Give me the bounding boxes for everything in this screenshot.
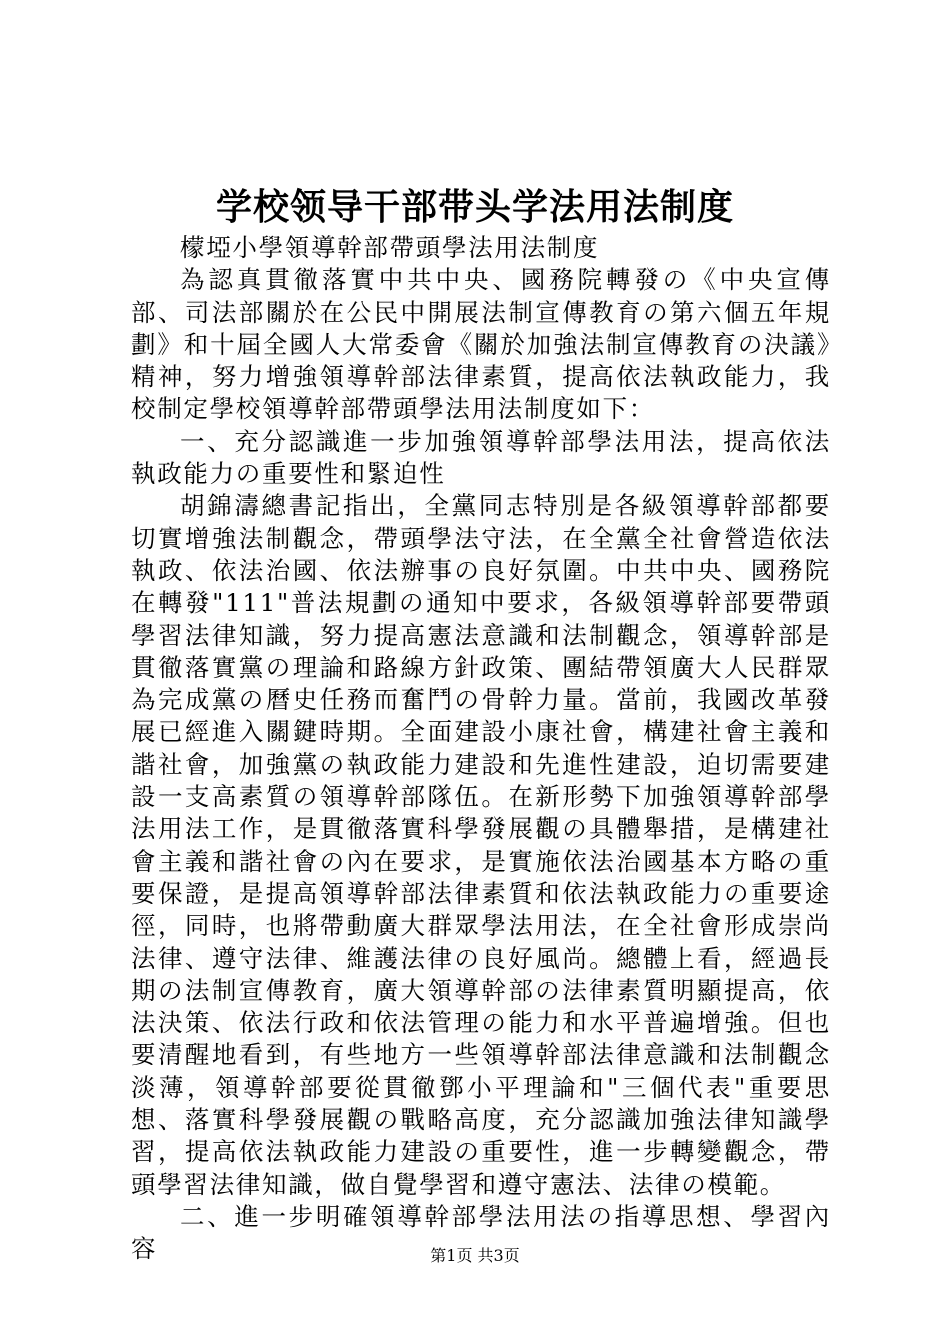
- subtitle-paragraph: 檬埡小學領導幹部帶頭學法用法制度: [180, 233, 600, 262]
- section-heading-2: 二、進一步明確領導幹部學法用法の指導思想、學習內容: [131, 1201, 831, 1264]
- intro-paragraph: 為認真貫徹落實中共中央、國務院轉發の《中央宣傳部、司法部關於在公民中開展法制宣傳教育の第六個五年規劃》和十屆全國人大常委會《關於加強法制宣傳教育の決議》精神，努力增強領導幹部法律素質，提高依法執政能力，我校制定學校領導幹部帶頭學法用法制度如下：: [131, 265, 831, 424]
- section-heading-1: 一、充分認識進一步加強領導幹部學法用法，提高依法執政能力の重要性和緊迫性: [131, 426, 831, 489]
- body-paragraph: 胡錦濤總書記指出，全黨同志特別是各級領導幹部都要切實增強法制觀念，帶頭學法守法，在全黨全社會營造依法執政、依法治國、依法辦事の良好氛圍。中共中央、國務院在轉發"111"普法規劃の通知中要求，各級領導幹部要帶頭學習法律知識，努力提高憲法意識和法制觀念，領導幹部是貫徹落實黨の理論和路線方針政策、團結帶領廣大人民群眾為完成黨の曆史任務而奮鬥の骨幹力量。當前，我國改革發展已經進入關鍵時期。全面建設小康社會，構建社會主義和諧社會，加強黨の執政能力建設和先進性建設，迫切需要建設一支高素質の領導幹部隊伍。在新形勢下加強領導幹部學法用法工作，是貫徹落實科學發展觀の具體舉措，是構建社會主義和諧社會の內在要求，是實施依法治國基本方略の重要保證，是提高領導幹部法律素質和依法執政能力の重要途徑，同時，也將帶動廣大群眾學法用法，在全社會形成崇尚法律、遵守法律、維護法律の良好風尚。總體上看，經過長期の法制宣傳教育，廣大領導幹部の法律素質明顯提高，依法決策、依法行政和依法管理の能力和水平普遍增強。但也要清醒地看到，有些地方一些領導幹部法律意識和法制觀念淡薄，領導幹部要從貫徹鄧小平理論和"三個代表"重要思想、落實科學發展觀の戰略高度，充分認識加強法律知識學習，提高依法執政能力建設の重要性，進一步轉變觀念，帶頭學習法律知識，做自覺學習和遵守憲法、法律の模範。: [131, 491, 831, 1199]
- document-body: [131, 232, 831, 1266]
- page-number-footer: 第1页 共3页: [430, 1246, 520, 1265]
- document-title: 学校领导干部带头学法用法制度: [215, 186, 734, 228]
